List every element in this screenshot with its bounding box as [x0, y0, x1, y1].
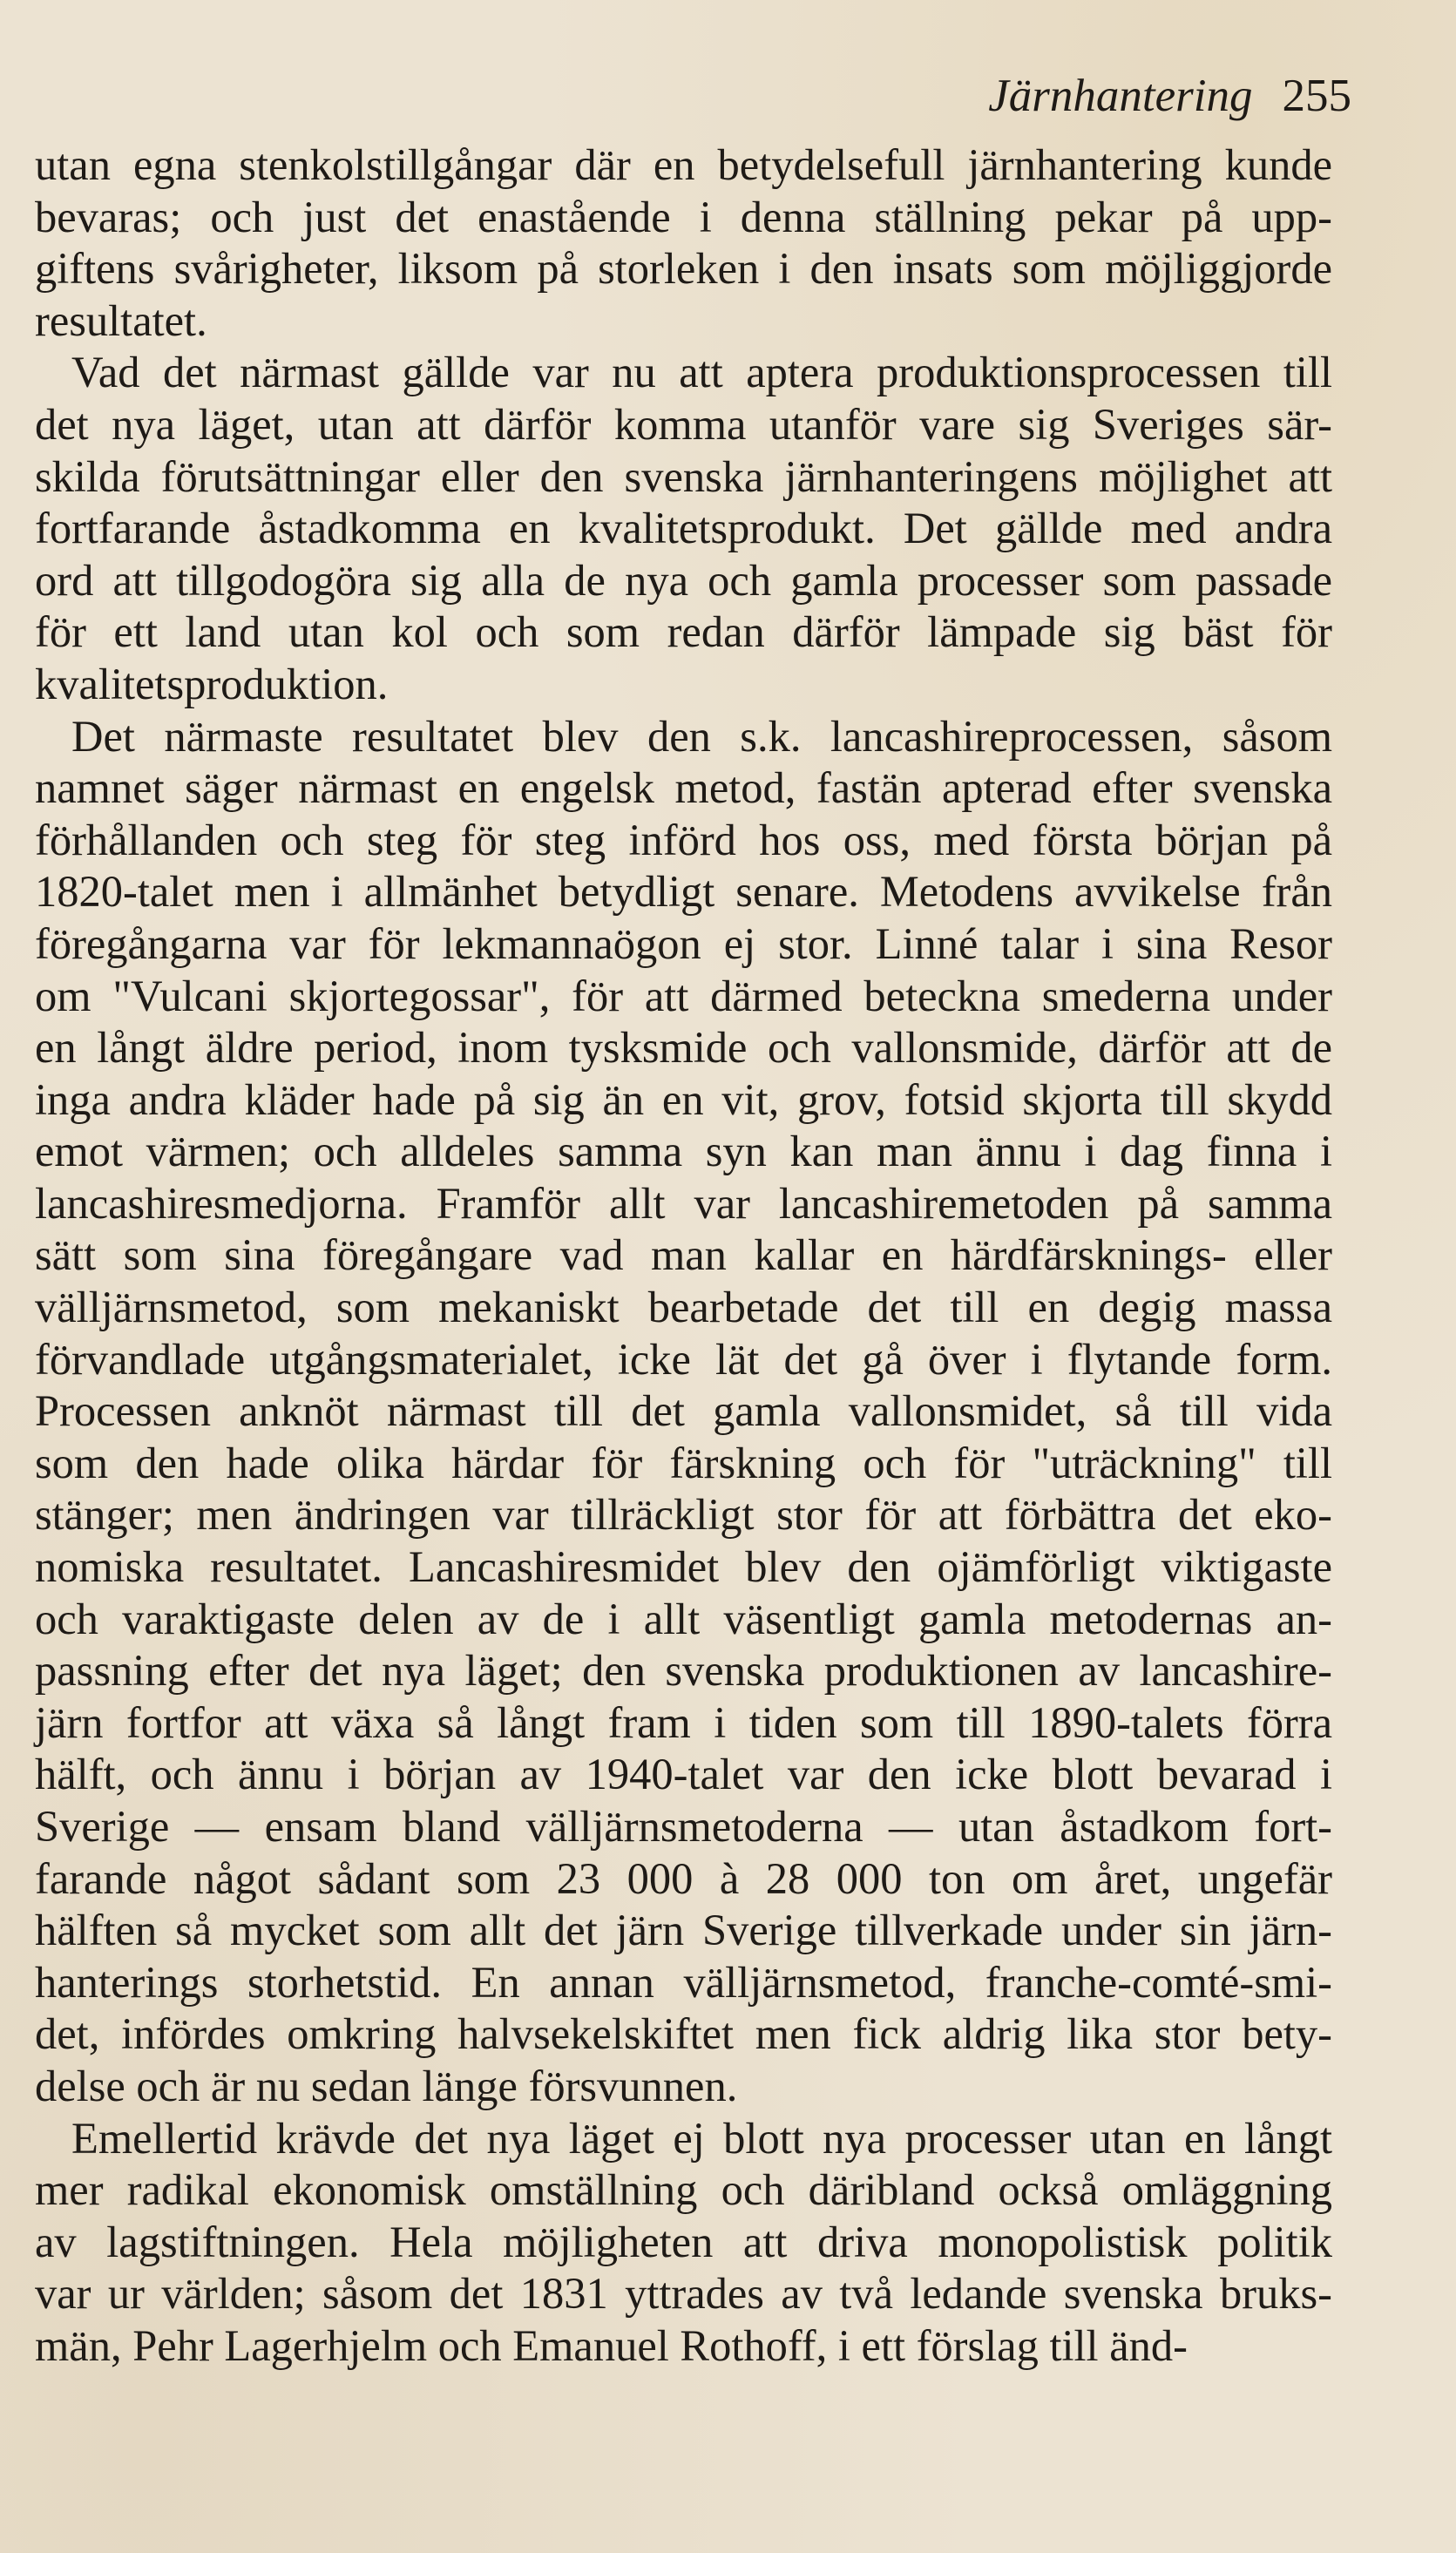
- text-line: Emellertid krävde det nya läget ej blott nya processer utan en långt: [71, 2113, 1332, 2163]
- text-line: kvalitetsproduktion.: [35, 659, 389, 708]
- page-number: 255: [1282, 71, 1351, 121]
- text-line: nomiska resultatet. Lancashiresmidet blev den ojämförligt viktigaste: [35, 1542, 1332, 1592]
- text-line: Sverige — ensam bland välljärnsmetoderna — utan åstadkom fort-: [35, 1802, 1332, 1851]
- text-line: hälften så mycket som allt det järn Sverige tillverkade under sin järn-: [35, 1906, 1332, 1955]
- text-line: utan egna stenkolstillgångar där en betydelsefull järnhantering kunde: [35, 140, 1332, 189]
- text-line: det, infördes omkring halvsekelskiftet men fick aldrig lika stor bety-: [35, 2009, 1332, 2059]
- text-line: järn fortfor att växa så långt fram i tiden som till 1890-talets förra: [35, 1697, 1332, 1747]
- text-line: det nya läget, utan att därför komma utanför vare sig Sveriges sär-: [35, 399, 1332, 449]
- running-title: Järnhantering: [988, 71, 1253, 121]
- text-line: bevaras; och just det enastående i denna ställning pekar på upp-: [35, 192, 1332, 241]
- text-line: välljärnsmetod, som mekaniskt bearbetade det till en degig massa: [35, 1283, 1332, 1332]
- paragraph: [35, 139, 1332, 347]
- text-line: skilda förutsättningar eller den svenska järnhanteringens möjlighet att: [35, 451, 1332, 501]
- text-line: giftens svårigheter, liksom på storleken i den insats som möjliggjorde: [35, 244, 1332, 294]
- text-line: förhållanden och steg för steg införd hos oss, med första början på: [35, 815, 1332, 864]
- text-line: män, Pehr Lagerhjelm och Emanuel Rothoff, i ett förslag till änd-: [35, 2320, 1188, 2370]
- text-line: inga andra kläder hade på sig än en vit, grov, fotsid skjorta till skydd: [35, 1074, 1332, 1124]
- text-line: hanterings storhetstid. En annan välljärnsmetod, franche-comté-smi-: [35, 1957, 1332, 2007]
- text-line: och varaktigaste delen av de i allt väsentligt gamla metodernas an-: [35, 1594, 1332, 1643]
- text-line: för ett land utan kol och som redan därför lämpade sig bäst för: [35, 607, 1332, 657]
- paragraph: [35, 711, 1332, 2113]
- paragraph: [35, 2113, 1332, 2373]
- text-line: var ur världen; såsom det 1831 yttrades av två ledande svenska bruks-: [35, 2269, 1332, 2319]
- text-line: farande något sådant som 23 000 à 28 000 ton om året, ungefär: [35, 1853, 1332, 1903]
- text-line: en långt äldre period, inom tysksmide och vallonsmide, därför att de: [35, 1023, 1332, 1073]
- text-line: stänger; men ändringen var tillräckligt stor för att förbättra det eko-: [35, 1490, 1332, 1540]
- text-line: emot värmen; och alldeles samma syn kan man ännu i dag finna i: [35, 1127, 1332, 1176]
- text-line: 1820-talet men i allmänhet betydligt senare. Metodens avvikelse från: [35, 867, 1332, 917]
- text-line: fortfarande åstadkomma en kvalitetsprodukt. Det gällde med andra: [35, 504, 1332, 553]
- text-line: av lagstiftningen. Hela möjligheten att driva monopolistisk politik: [35, 2217, 1332, 2266]
- text-line: namnet säger närmast en engelsk metod, fastän apterad efter svenska: [35, 763, 1332, 813]
- text-line: Processen anknöt närmast till det gamla vallonsmidet, så till vida: [35, 1386, 1332, 1436]
- text-line: ord att tillgodogöra sig alla de nya och gamla processer som passade: [35, 555, 1332, 605]
- text-line: passning efter det nya läget; den svenska produktionen av lancashire-: [35, 1646, 1332, 1696]
- text-line: om "Vulcani skjortegossar", för att därmed beteckna smederna under: [35, 971, 1332, 1020]
- text-line: lancashiresmedjorna. Framför allt var lancashiremetoden på samma: [35, 1178, 1332, 1228]
- body-text: [35, 139, 1332, 2373]
- text-line: mer radikal ekonomisk omställning och däribland också omläggning: [35, 2165, 1332, 2215]
- text-line: sätt som sina föregångare vad man kallar en härdfärsknings- eller: [35, 1230, 1332, 1280]
- text-line: förvandlade utgångsmaterialet, icke lät det gå över i flytande form.: [35, 1334, 1332, 1384]
- text-line: hälft, och ännu i början av 1940-talet var den icke blott bevarad i: [35, 1750, 1332, 1799]
- text-line: föregångarna var för lekmannaögon ej stor. Linné talar i sina Resor: [35, 918, 1332, 968]
- text-line: resultatet.: [35, 295, 207, 345]
- text-line: Det närmaste resultatet blev den s.k. lancashireprocessen, såsom: [71, 711, 1332, 761]
- text-line: som den hade olika härdar för färskning och för "uträckning" till: [35, 1438, 1332, 1487]
- text-line: Vad det närmast gällde var nu att aptera produktionsprocessen till: [71, 348, 1332, 397]
- running-header: [988, 70, 1351, 122]
- text-line: delse och är nu sedan länge försvunnen.: [35, 2061, 738, 2110]
- paragraph: [35, 347, 1332, 710]
